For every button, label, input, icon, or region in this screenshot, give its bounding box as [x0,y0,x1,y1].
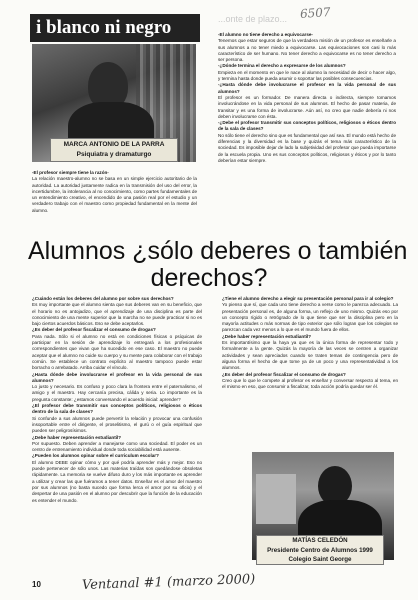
building-background [256,474,296,524]
question: -¿Hasta dónde debe involucrarse el profesor en la vida personal de sus alumnos? [218,82,396,94]
handwritten-source-note: Ventanal #1 (marzo 2000) [81,571,256,594]
answer: Empieza en el momento en que le nace al alumno la necesidad de decir o hacer algo, y termina hasta donde pueda asumir o soportar las posibles consecuencias. [218,69,396,82]
section-header: i blanco ni negro [30,14,200,42]
page-number: 10 [32,580,41,589]
title-line-1: Alumnos ¿sólo deberes o también [28,237,408,265]
lead-paragraph: La relación maestro-alumno no se basa en un simple ejercicio autoritario de la autoridad. La autoridad justamente radica en la transmisión del uso del error, la incertidumbre, la intolerancia al no conocimiento, como partes fundamentales de un entendimiento creativo, el encendido de una pasión real por el estudio y un verdadero trabajo con el maestro como propiedad fundamental en la mente del alumno. [32,176,197,213]
answer: Por supuesto. Deben aprender a manejarse como una sociedad. El poder es un centro de entrenamiento individual donde toda sociabilidad está ausente. [32,440,202,453]
question: -¿Debe el profesor transmitir sus conceptos políticos, religiosos o éticos dentro de la sala de clases? [218,120,396,132]
answer: Lo justo y necesario. Es confuso y poco clara la frontera entre el paternalismo, el amigo y el maestro. Hay cercanía precisa, cálida y seria. Lo importante es la pregunta constante: ¿estamos conversando el acuerdo inicial: aprender? [32,384,202,402]
question: ¿Cuándo están los deberes del alumno por sobre sus derechos? [32,296,174,301]
question: ¿El profesor debe transmitir sus conceptos políticos, religiosos o éticos dentro de la sala de clases? [32,403,202,415]
right-top-column [218,32,396,234]
question: ¿Pueden los alumnos opinar sobre el curriculum escolar? [32,453,159,459]
caption-name: MARCA ANTONIO DE LA PARRA [63,141,165,148]
question: ¿Hasta dónde debe involucrarse el profesor en la vida personal de sus alumnos? [32,371,202,383]
answer: Es importantísimo que la haya ya que es la única forma de representar todo y formalmente a la gente. Quizás la mayoría de las veces se centren a organizar actividades y sean apreciados cuando se traten temas de contingencia pero de alguna forma el hecho de que tome ya de un poco y una representatividad a los alumnos. [222,340,398,371]
answer: Tenemos que estar seguros de que la verdadera misión de un profesor es enseñarle a sus alumnos a no tener miedo a equivocarse. Las equivocaciones son casi lo más característico de ser humano. No tener derecho a equivocarse es no tener derecho a ser persona. [218,38,396,63]
answer: El profesor es un formador. De manera directa o indirecta, siempre tomamos involucrándose en la vida personal de sus alumnos. El hecho de pasar materia, de transitar y es una forma de involucrarse. Aún así, no creo que nadie debería ni nos deben involucrarse con ésta. [218,94,396,119]
answer: Si confunde a sus alumnos puede pervertir la relación y provocar una confusión insoportable entre el dirigente, el proselitismo, el gurú o el guía espiritual que pueden ser peligrosísimos. [32,415,202,434]
answer: No sólo tiene el derecho sino que es fundamental que así sea. El mundo está hecho de diferencias y la diversidad es la base y quizás el tema más característico de la sociedad. Es imposible dejar de lado la subjetividad del profesor que pueda importarse de la escuela propia. Uno es sus conceptos políticos, religiosos y éticos y por lo tanto deberían estar siempre. [218,132,396,163]
photo-caption-top [50,138,178,162]
question: ¿Es deber del profesor fiscalizar el consumo de drogas? [222,371,346,377]
bleed-through-text: ...onte de plazo... [218,14,288,24]
lead-question: -El profesor siempre tiene la razón- [32,170,109,175]
lead-text-block [32,170,197,220]
answer: Yo pienso que sí, que cada uno tiene derecho a verse como le parezca adecuado. La presentación personal es, de alguna forma, un reflejo de uno mismo. Quizás eso por un concepto rígido o retrógrado de lo que tiene que ser la disciplina pero en la mayoría actitudes o más normas de tipo exterior que sólo logran que los colegios se parezcan cada vez menos a lo que es el mundo fuera de ellos. [222,302,398,333]
caption-role: Psiquiatra y dramaturgo [76,151,152,158]
question: -El alumno no tiene derecho a equivocarse- [218,32,313,37]
answer: Creo que lo que le compete al profesor es enseñar y conversar respecto al tema, en el mismo en eso, que consumir a fiscalizar, toda acción podría quedar ser él. [222,377,398,390]
left-bottom-column [32,296,202,576]
question: ¿Tiene el alumno derecho a elegir su presentación personal para ir al colegio? [222,296,394,301]
answer: Es muy importante que el alumno sienta que sus deberes van en su beneficio, que el horario no es antojadizo, que el aprendizaje de una disciplina es parte del conocimiento de una mente superior que la marcha no se puede practicar si no es bajo ciertos acuerdos básicos. Eso se debe aceptarlos. [32,302,202,327]
answer: Para nada. Sólo si el alumno no está en condiciones físicas o psíquicas de participar en la sesión de aprendizaje lo entregará a los profesionales correspondientes que vivan que ha sucedido en ese caso. El maestro no puede aceptar que el alumno no cuide su cuerpo y su mente para colaborar con el trabajo común. Se establece un contrato explícito al maestro tampoco puede estar borracho o arrebatado. Arriba cuidar el vínculo. [32,333,202,371]
article-title [28,237,408,292]
caption-school: Colegio Saint George [288,556,352,563]
answer: El alumno DEBE opinar cómo y por qué podría aprender más y mejor. Eso no puede pertenecer de sólo unos. Las materias traídas son quedándose obsoletas rápidamente. La memoria se vuelve difuso duro y los más importante es aprender a utilizar y crear las que fuéramos a tener datos. Enseñar es el amor del maestro por sus alumnos (no basta sucedo que forma lerca el amor por su oficio) y el despertar de una pasión en el alumno por descubrir que la función de la educación es entender el mundo. [32,459,202,503]
question: -¿Dónde termina el derecho a expresarse de los alumnos? [218,63,346,69]
question: ¿Es deber del profesor fiscalizar el consumo de drogas? [32,327,156,333]
right-bottom-column [222,296,398,446]
caption-name: MATÍAS CELEDÓN [292,537,348,544]
caption-role: Presidente Centro de Alumnos 1999 [267,546,373,554]
handwritten-number: 6507 [299,4,331,22]
question: ¿Debe haber representación estudiantil? [32,434,122,440]
question: ¿Debe haber representación estudiantil? [222,333,312,339]
photo-caption-bottom [256,535,384,565]
title-line-2: derechos? [150,264,268,292]
